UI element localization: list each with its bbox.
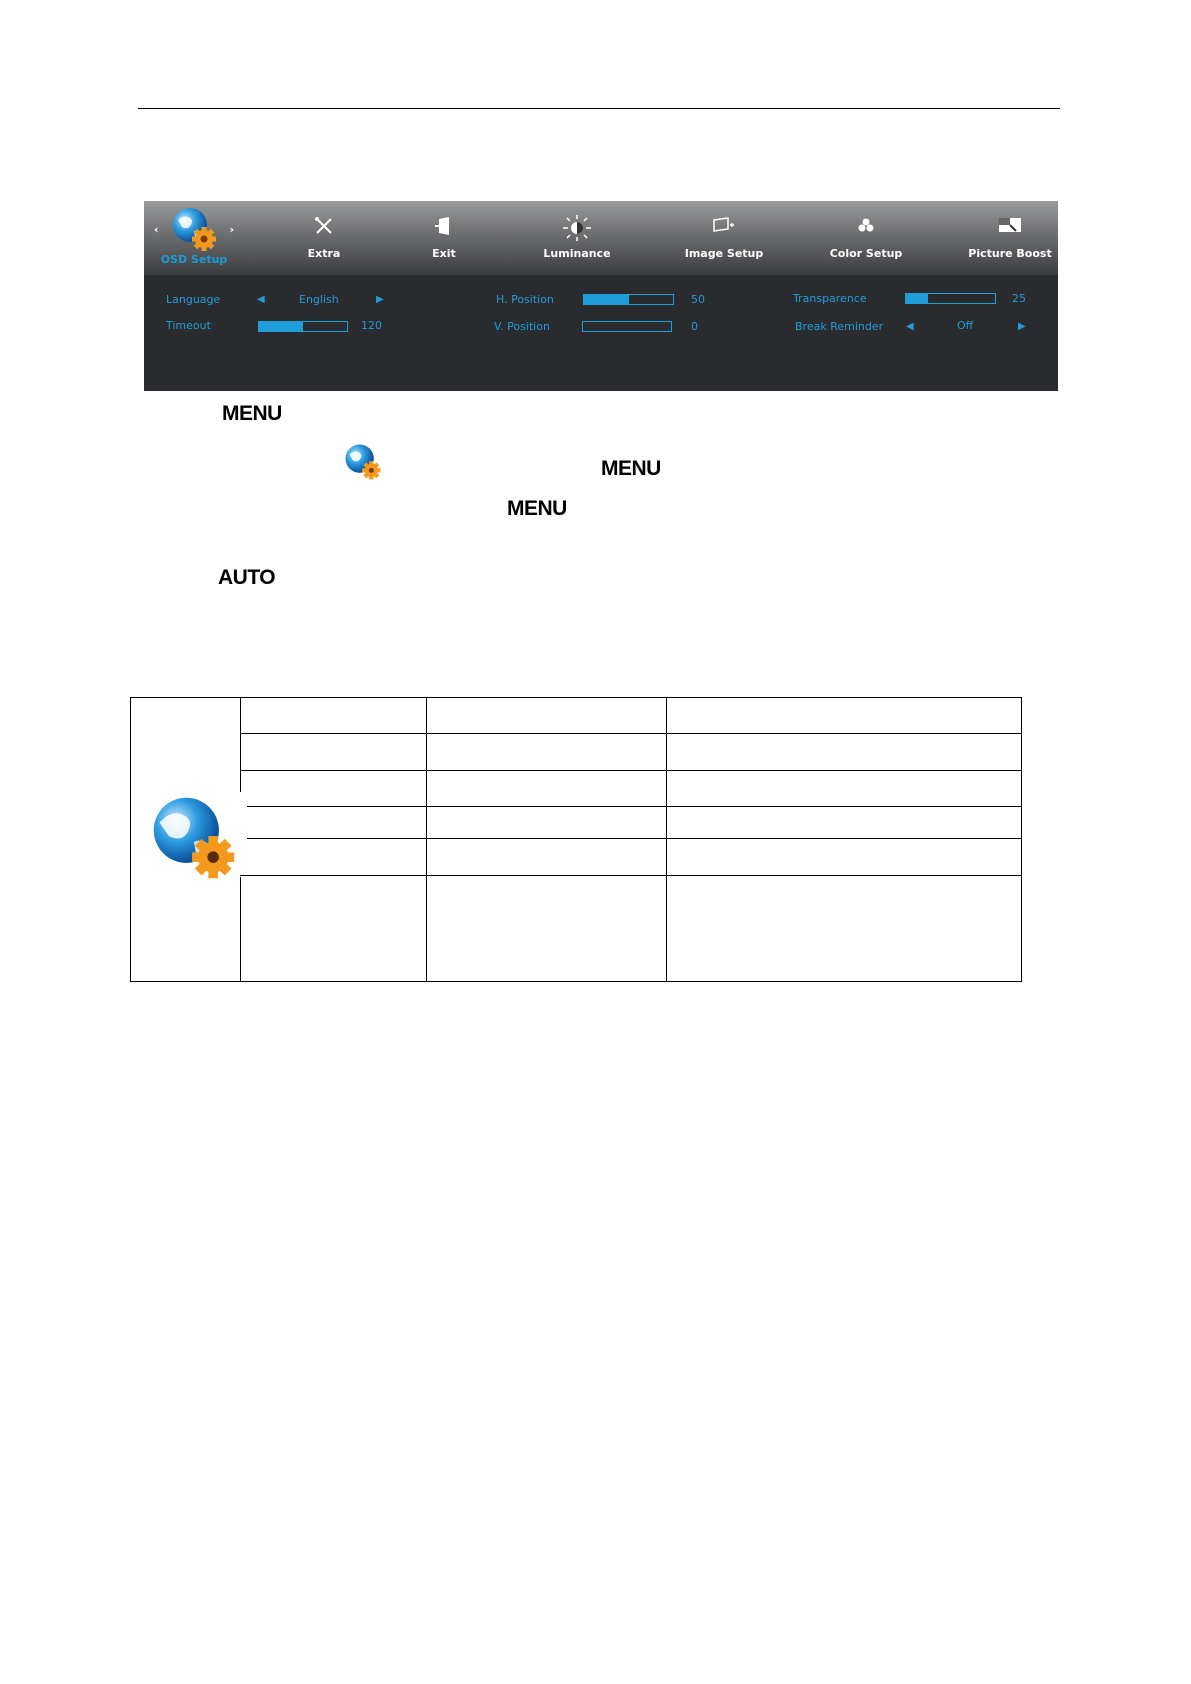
tab-picture-boost[interactable] (962, 201, 1058, 275)
exit-door-icon (435, 217, 453, 240)
header-rule (138, 108, 1060, 109)
table-divider (247, 838, 1022, 839)
v-position-label: V. Position (494, 320, 550, 333)
tab-extra[interactable] (284, 201, 364, 275)
table-divider (666, 697, 667, 982)
table-divider (247, 806, 1022, 807)
tab-label: Luminance (543, 247, 611, 260)
language-label: Language (166, 293, 221, 306)
auto-key-label: AUTO (218, 566, 276, 589)
table-border (130, 697, 1022, 698)
tab-label: Exit (432, 247, 456, 260)
tab-label: Picture Boost (968, 247, 1052, 260)
settings-table (130, 697, 1022, 982)
chevron-left-icon: ‹ (154, 223, 159, 236)
table-divider (240, 733, 1022, 734)
break-reminder-value[interactable]: Off (957, 319, 974, 332)
arrow-right-icon[interactable]: ▶ (1018, 321, 1026, 332)
table-divider (240, 697, 241, 792)
table-divider (240, 877, 241, 982)
tools-icon (314, 217, 334, 238)
globe-gear-icon (170, 205, 218, 256)
globe-gear-icon (343, 442, 383, 488)
tab-image-setup[interactable] (684, 201, 764, 275)
arrow-right-icon[interactable]: ▶ (376, 294, 384, 305)
tab-label: Color Setup (829, 247, 903, 260)
tab-luminance[interactable] (537, 201, 617, 275)
transparence-value: 25 (1012, 292, 1026, 305)
break-reminder-label: Break Reminder (795, 320, 884, 333)
color-dots-icon (857, 217, 875, 236)
table-divider (240, 770, 1022, 771)
tab-label: Extra (307, 247, 341, 260)
tab-label: Image Setup (684, 247, 764, 260)
arrow-left-icon[interactable]: ◀ (906, 321, 914, 332)
table-border (130, 981, 1022, 982)
globe-gear-icon (148, 792, 240, 889)
sun-icon (563, 215, 591, 244)
arrow-left-icon[interactable]: ◀ (257, 294, 265, 305)
menu-key-label: MENU (222, 402, 282, 425)
table-border (1021, 697, 1022, 982)
tab-osd-setup[interactable] (154, 201, 234, 275)
h-position-slider[interactable] (583, 294, 674, 305)
timeout-value: 120 (361, 319, 382, 332)
timeout-label: Timeout (166, 319, 211, 332)
table-border (130, 697, 131, 982)
transparence-slider[interactable] (905, 293, 996, 304)
tab-color-setup[interactable] (826, 201, 906, 275)
table-divider (426, 697, 427, 982)
v-position-slider[interactable] (582, 321, 672, 332)
chevron-right-icon: › (229, 223, 234, 236)
tab-label: OSD Setup (160, 253, 228, 266)
h-position-label: H. Position (496, 293, 554, 306)
menu-key-label: MENU (601, 457, 661, 480)
h-position-value: 50 (691, 293, 705, 306)
language-value[interactable]: English (299, 293, 339, 306)
transparence-label: Transparence (793, 292, 867, 305)
tab-exit[interactable] (404, 201, 484, 275)
table-divider (240, 875, 1022, 876)
menu-key-label: MENU (507, 497, 567, 520)
osd-menu-screenshot (144, 201, 1058, 391)
v-position-value: 0 (691, 320, 698, 333)
picture-boost-icon (998, 217, 1022, 236)
image-setup-icon (713, 217, 735, 236)
timeout-slider[interactable] (258, 321, 348, 332)
